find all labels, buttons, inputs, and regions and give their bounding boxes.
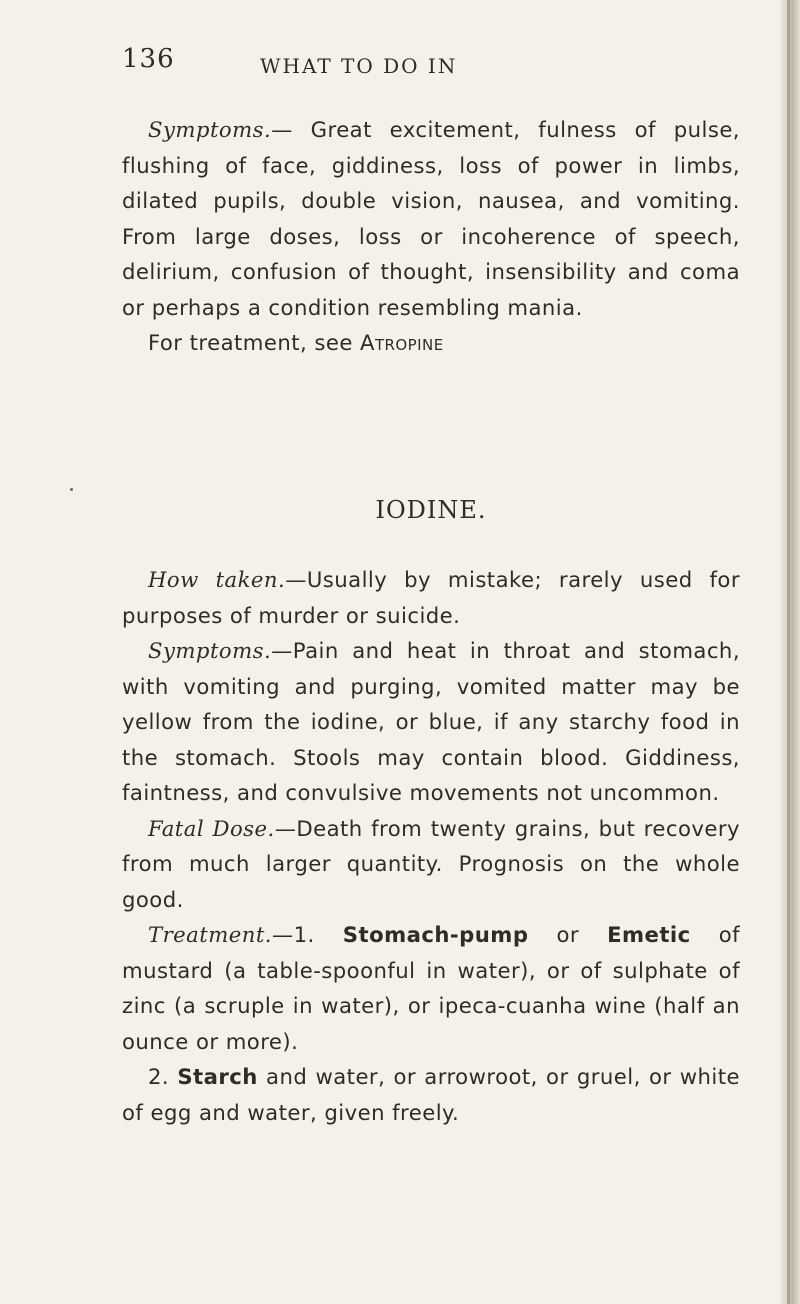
fatal-dose-text: —Death from twenty grains, but recovery from much larger quantity. Prognosis on the whole good. — [122, 815, 740, 912]
iodine-entry — [122, 562, 740, 1130]
symptoms-text: —Pain and heat in throat and stomach, with vomiting and purging, vomited matter may be yellow from the iodine, or blue, if any starchy food in the stomach. Stools may contain blood. Giddiness, faintness, and convulsive movements not uncommon. — [122, 638, 740, 805]
symptoms-text: — Great excitement, fulness of pulse, flushing of face, giddiness, loss of power in limbs, dilated pupils, double vision, nausea, and vomiting. From large doses, loss or incoherence of speech, delirium, confusion of thought, insensibility and coma or perhaps a condition resembling mania. — [122, 117, 740, 320]
how-taken-text: —Usually by mistake; rarely used for purposes of murder or suicide. — [122, 567, 740, 628]
continued-symptoms-paragraph — [122, 112, 740, 325]
page-number: 136 — [122, 44, 175, 74]
treatment-label: Treatment. — [148, 922, 272, 947]
treatment-conjunction: or — [556, 922, 580, 947]
treatment-term: Emetic — [607, 922, 691, 947]
treatment-step-text: and water, or arrowroot, or gruel, or white of egg and water, given freely. — [122, 1064, 741, 1125]
treatment-reference-paragraph — [122, 325, 740, 361]
treatment-step-number: 1. — [293, 922, 315, 947]
treatment-step-number: 2. — [148, 1064, 170, 1089]
fatal-dose-paragraph — [122, 811, 740, 918]
treatment-dash: — — [271, 922, 294, 947]
continued-entry — [122, 112, 740, 361]
treatment-reference-prefix: For treatment, see — [148, 330, 353, 355]
how-taken-paragraph — [122, 562, 740, 633]
symptoms-label: Symptoms. — [148, 638, 272, 663]
treatment-step-text: of mustard (a table-spoonful in water), or of sulphate of zinc (a scruple in water), or ipeca-cuanha wine (half an ounce or more). — [122, 922, 741, 1054]
how-taken-label: How taken. — [148, 567, 286, 592]
section-heading: IODINE. — [375, 496, 487, 524]
print-speck — [70, 488, 73, 491]
treatment-step-2-paragraph — [122, 1059, 740, 1130]
treatment-term: Starch — [177, 1064, 258, 1089]
page-edge-shadow — [780, 0, 800, 1304]
running-head-title: WHAT TO DO IN — [260, 54, 458, 78]
page-fold-line — [787, 0, 790, 1304]
symptoms-label: Symptoms. — [148, 117, 272, 142]
treatment-reference-link: Atropine — [360, 330, 444, 355]
treatment-term: Stomach-pump — [342, 922, 529, 947]
running-head — [122, 44, 742, 84]
fatal-dose-label: Fatal Dose. — [148, 815, 275, 841]
symptoms-paragraph — [122, 633, 740, 811]
treatment-paragraph — [122, 917, 740, 1059]
